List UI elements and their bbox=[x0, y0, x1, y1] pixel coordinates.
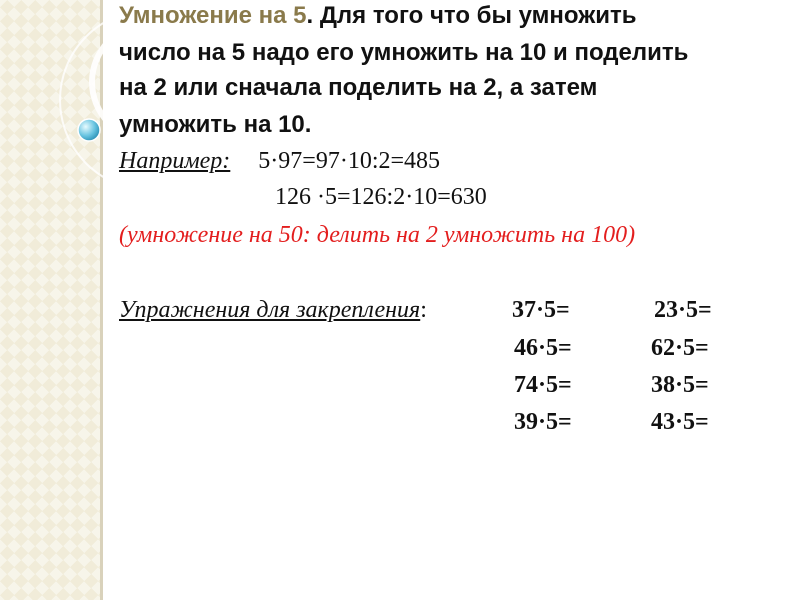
exercise-4-1: 39·5= bbox=[514, 409, 572, 435]
blue-bubble-icon bbox=[78, 119, 100, 141]
exercises-header bbox=[119, 295, 427, 325]
title-line bbox=[119, 1, 637, 31]
title-rest: . Для того что бы умножить bbox=[306, 2, 637, 29]
example-1: 5·97=97·10:2=485 bbox=[258, 148, 441, 174]
exercises-label: Упражнения для закрепления bbox=[119, 297, 421, 323]
title-lead: Умножение на 5 bbox=[119, 2, 307, 29]
exercise-3-1: 74·5= bbox=[514, 372, 572, 398]
exercise-3-2: 38·5= bbox=[651, 372, 709, 398]
example-2: 126 ·5=126:2·10=630 bbox=[275, 184, 487, 210]
body-line-1: число на 5 надо его умножить на 10 и поделить bbox=[119, 39, 689, 66]
exercise-2-2: 62·5= bbox=[651, 335, 709, 361]
body-line-2: на 2 или сначала поделить на 2, а затем bbox=[119, 74, 598, 101]
exercise-1-1: 37·5= bbox=[512, 297, 570, 323]
body-line-3: умножить на 10. bbox=[119, 111, 312, 138]
exercise-2-1: 46·5= bbox=[514, 335, 572, 361]
example-line-1 bbox=[119, 146, 440, 176]
exercise-4-2: 43·5= bbox=[651, 409, 709, 435]
note-red: (умножение на 50: делить на 2 умножить на 100) bbox=[119, 222, 636, 248]
example-label: Например: bbox=[119, 148, 231, 174]
exercises-colon: : bbox=[420, 297, 427, 323]
exercise-1-2: 23·5= bbox=[654, 297, 712, 323]
